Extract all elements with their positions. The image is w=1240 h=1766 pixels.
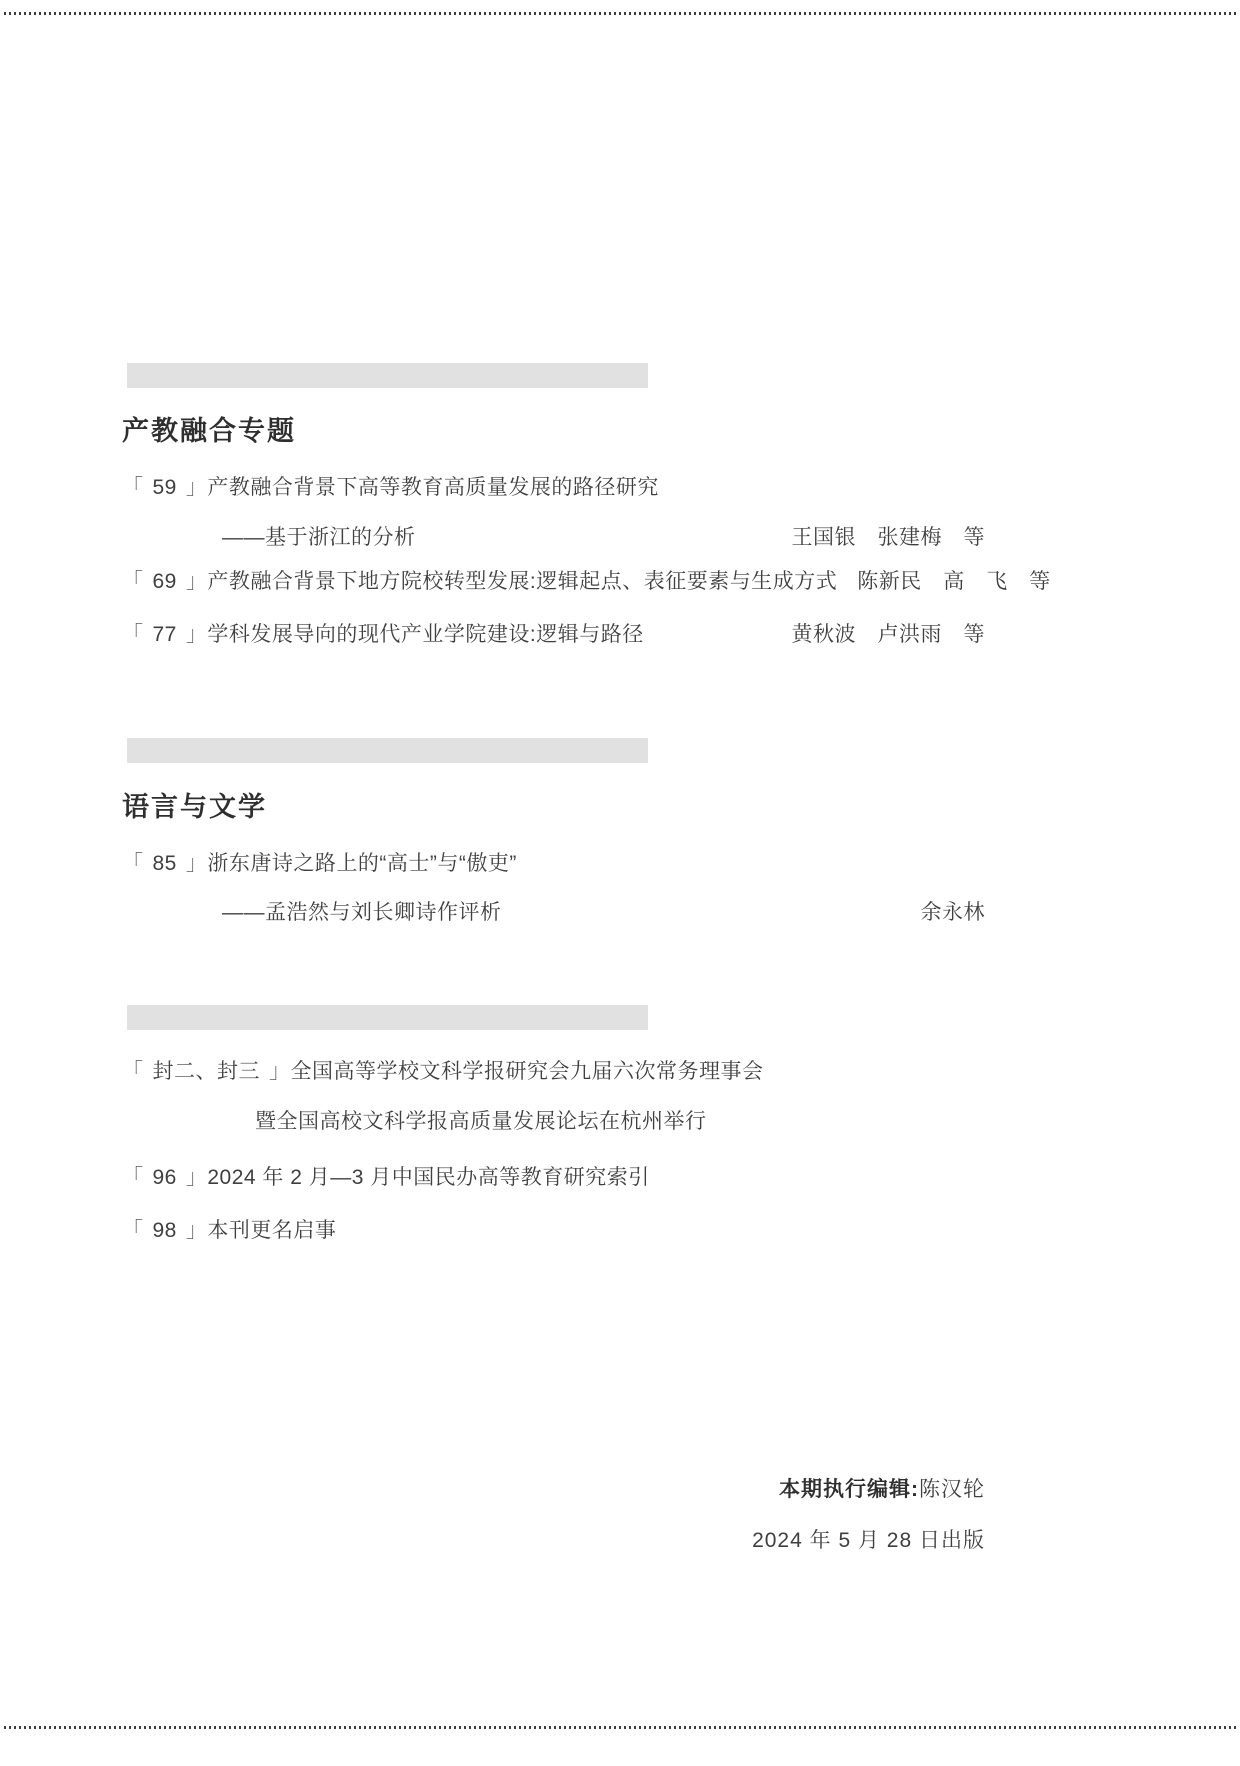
entry-authors: 黄秋波 卢洪雨 等: [791, 623, 985, 646]
section-heading-language-literature: 语言与文学: [122, 792, 267, 822]
page-bracket-open: 「: [122, 623, 144, 646]
entry-page-number: 98: [152, 1219, 177, 1242]
entry-title-group: [122, 1217, 336, 1245]
entry-page-number: 96: [152, 1166, 177, 1189]
toc-entry-subtitle: [122, 899, 985, 927]
bottom-dotted-rule: [4, 1726, 1236, 1729]
entry-subtitle: 暨全国高校文科学报高质量发展论坛在杭州举行: [255, 1110, 707, 1133]
toc-entry: [122, 850, 985, 878]
entry-title-group: [122, 899, 502, 927]
entry-page-number: 85: [152, 852, 177, 875]
entry-title: 本刊更名启事: [207, 1219, 337, 1242]
page-bracket-close: 」: [269, 1060, 291, 1083]
section-heading-industry-education: 产教融合专题: [122, 416, 296, 446]
top-dotted-rule: [4, 12, 1236, 15]
footer-publish-date: 2024 年 5 月 28 日出版: [752, 1529, 985, 1552]
section-divider-bar: [127, 363, 648, 388]
entry-title: 2024 年 2 月—3 月中国民办高等教育研究索引: [207, 1166, 650, 1189]
toc-entry-subtitle: [122, 524, 985, 552]
page-bracket-close: 」: [185, 1219, 208, 1242]
page-bracket-close: 」: [185, 623, 208, 646]
entry-title-group: [122, 524, 416, 552]
entry-title-group: [122, 1058, 764, 1086]
entry-title-group: [122, 621, 644, 649]
entry-title: 学科发展导向的现代产业学院建设:逻辑与路径: [207, 623, 644, 646]
entry-title-group: [122, 1108, 707, 1136]
page-bracket-close: 」: [185, 1166, 208, 1189]
page-bracket-open: 「: [122, 1060, 144, 1083]
page-bracket-open: 「: [122, 852, 144, 875]
page-bracket-open: 「: [122, 476, 144, 499]
entry-title-group: [122, 1164, 650, 1192]
entry-authors: 陈新民 高 飞 等: [857, 570, 1051, 593]
executive-editor-label: 本期执行编辑:: [779, 1478, 919, 1501]
page-bracket-close: 」: [185, 570, 208, 593]
entry-title-group: [122, 850, 517, 878]
footer-editor: [779, 1476, 985, 1504]
entry-subtitle: ——孟浩然与刘长卿诗作评析: [222, 901, 502, 924]
entry-page-number: 59: [152, 476, 177, 499]
section-divider-bar: [127, 1005, 648, 1030]
entry-page-number: 封二、封三: [152, 1060, 260, 1083]
entry-authors: 王国银 张建梅 等: [791, 526, 985, 549]
toc-entry: [122, 568, 1051, 596]
entry-title: 产教融合背景下地方院校转型发展:逻辑起点、表征要素与生成方式: [207, 570, 838, 593]
toc-entry: [122, 621, 985, 649]
entry-title-group: [122, 568, 837, 596]
entry-title: 全国高等学校文科学报研究会九届六次常务理事会: [290, 1060, 764, 1083]
section-divider-bar: [127, 738, 648, 763]
page-bracket-close: 」: [185, 476, 208, 499]
page-bracket-close: 」: [185, 852, 208, 875]
toc-entry: [122, 474, 985, 502]
entry-title: 浙东唐诗之路上的“高士”与“傲吏”: [207, 852, 517, 875]
entry-authors: 余永林: [920, 901, 985, 924]
toc-entry: [122, 1058, 985, 1086]
entry-subtitle: ——基于浙江的分析: [222, 526, 416, 549]
toc-entry-subtitle: [122, 1108, 985, 1136]
page-bracket-open: 「: [122, 1166, 144, 1189]
toc-entry: [122, 1217, 985, 1245]
entry-title-group: [122, 474, 659, 502]
entry-page-number: 69: [152, 570, 177, 593]
page-bracket-open: 「: [122, 1219, 144, 1242]
toc-entry: [122, 1164, 985, 1192]
entry-page-number: 77: [152, 623, 177, 646]
page-bracket-open: 「: [122, 570, 144, 593]
entry-title: 产教融合背景下高等教育高质量发展的路径研究: [207, 476, 659, 499]
executive-editor-name: 陈汉轮: [919, 1478, 985, 1501]
